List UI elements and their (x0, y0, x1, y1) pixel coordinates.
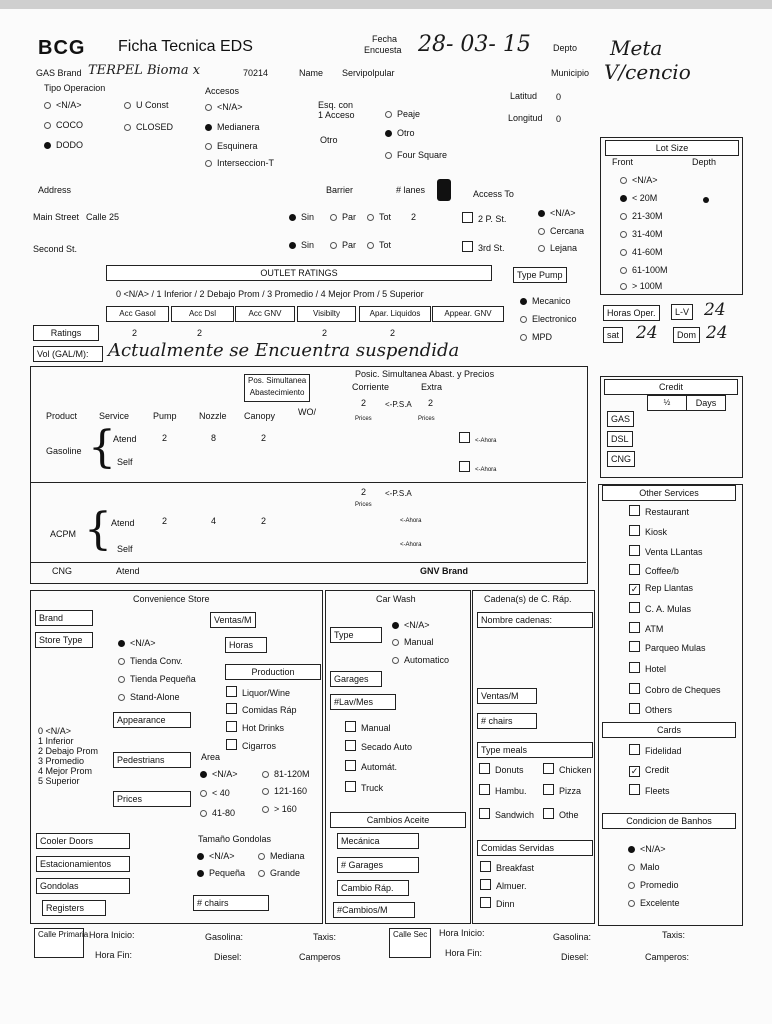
municipio-label: Municipio (551, 68, 590, 78)
bcg-logo: BCG (38, 37, 86, 59)
lv-label: L-V (671, 304, 693, 320)
cambios-m-label: #Cambios/M (333, 902, 415, 918)
area-41-80-radio[interactable]: 41-80 (200, 808, 235, 818)
cards-title: Cards (602, 722, 736, 738)
gas-nozzle-value: 8 (211, 433, 217, 443)
outlet-ratings-title: OUTLET RATINGS (106, 265, 492, 281)
acceso-four-square-radio[interactable]: Four Square (385, 150, 447, 160)
second-tot-radio[interactable]: Tot (367, 240, 391, 250)
accesos-title: Accesos (205, 86, 240, 96)
gas-ahora-checkbox[interactable]: <-Ahora (459, 432, 497, 444)
address-label: Address (38, 185, 72, 195)
col-acc-gasol: Acc Gasol (106, 306, 169, 322)
col-visibility: Visibilty (297, 306, 356, 322)
gas-brand-label: GAS Brand (36, 68, 82, 78)
cw-truck-checkbox[interactable]: Truck (345, 781, 383, 793)
col-acc-gnv: Acc GNV (235, 306, 295, 322)
dom-value: 24 (706, 323, 728, 343)
tipo-uconst-radio[interactable]: U Const (124, 100, 169, 110)
acceso-otro-radio[interactable]: Otro (385, 128, 415, 138)
barrier-label: Barrier (326, 185, 354, 195)
store-type-label: Store Type (35, 632, 93, 648)
pos-sim-line2: Abastecimiento (249, 388, 305, 397)
product-divider-2 (30, 562, 586, 563)
meal-sandwich-checkbox[interactable]: Sandwich (479, 808, 534, 820)
banos-malo-radio[interactable]: Malo (628, 862, 660, 872)
latitud-label: Latitud (510, 91, 538, 101)
cambio-rap-label: Cambio Ráp. (337, 880, 409, 896)
nozzle-header: Nozzle (199, 411, 227, 421)
rating-visibility: 2 (322, 328, 328, 338)
scale-0: 0 <N/A> (38, 726, 72, 736)
lot-31-40-radio[interactable]: 31-40M (620, 229, 663, 239)
scale-5: 5 Superior (38, 776, 80, 786)
calle-primaria-label: Calle Primaria (34, 928, 84, 958)
svc-cobro-cheques-checkbox[interactable]: Cobro de Cheques (629, 683, 721, 695)
acpm-psa-value: 2 (361, 487, 367, 497)
gas-atend-label: Atend (113, 434, 137, 444)
comida-dinn-checkbox[interactable]: Dinn (480, 897, 515, 909)
acpm-label: ACPM (50, 529, 77, 539)
meal-donuts-checkbox[interactable]: Donuts (479, 763, 524, 775)
scale-2: 2 Debajo Prom (38, 746, 99, 756)
svc-atm-checkbox[interactable]: ATM (629, 622, 663, 634)
scale-1: 1 Inferior (38, 736, 74, 746)
store-stand-alone-radio[interactable]: Stand-Alone (118, 692, 180, 702)
un-acceso-label: 1 Acceso (318, 110, 355, 120)
pos-sim-line1: Pos. Simultanea (248, 376, 307, 385)
lot-size-title: Lot Size (605, 140, 739, 156)
acpm-canopy-value: 2 (261, 516, 267, 526)
svc-rep-llantas-checkbox[interactable]: ✓ Rep Llantas (629, 583, 693, 595)
store-scale-list (38, 726, 98, 786)
svc-coffee-checkbox[interactable]: Coffee/b (629, 564, 679, 576)
acceso-na-radio[interactable]: <N/A> (205, 102, 243, 112)
tamano-gondolas-label: Tamaño Gondolas (198, 834, 272, 844)
lot-21-30-radio[interactable]: 21-30M (620, 211, 663, 221)
banos-excelente-radio[interactable]: Excelente (628, 898, 680, 908)
main-tot-radio[interactable]: Tot (367, 212, 391, 222)
third-st-checkbox[interactable]: 3rd St. (462, 241, 505, 253)
psa-label-2: <-P.S.A (385, 489, 412, 498)
vol-label: Vol (GAL/M): (33, 346, 103, 362)
prices-label-1: Prices (355, 416, 372, 422)
gnv-brand-label: GNV Brand (420, 566, 469, 576)
banos-title: Condicion de Banhos (602, 813, 736, 829)
wo-label: WO/ (298, 407, 316, 417)
acceso-medianera-radio[interactable]: Medianera (205, 122, 260, 132)
tam-grande-radio[interactable]: Grande (258, 868, 300, 878)
prod-hot-drinks-checkbox[interactable]: Hot Drinks (226, 721, 284, 733)
col-appear-gnv: Appear. GNV (432, 306, 504, 322)
mecanica-label: Mecánica (337, 833, 419, 849)
taxis-1: Taxis: (313, 932, 337, 942)
main-lanes-value: 2 (411, 212, 417, 222)
pump-header: Pump (153, 411, 177, 421)
main-par-radio[interactable]: Par (330, 212, 356, 222)
comida-breakfast-checkbox[interactable]: Breakfast (480, 861, 534, 873)
lot-100-radio[interactable]: > 100M (620, 281, 662, 291)
acceso-peaje-radio[interactable]: Peaje (385, 109, 420, 119)
longitud-label: Longitud (508, 113, 543, 123)
acpm-nozzle-value: 4 (211, 516, 217, 526)
tipo-closed-radio[interactable]: CLOSED (124, 122, 173, 132)
store-area-label: Area (201, 752, 221, 762)
store-na-radio[interactable]: <N/A> (118, 638, 156, 648)
taxis-2: Taxis: (662, 930, 686, 940)
camperos-2: Camperos: (645, 952, 690, 962)
credit-gas-row: GAS (607, 411, 634, 427)
area-160-radio[interactable]: > 160 (262, 804, 297, 814)
carwash-type-label: Type (330, 627, 382, 643)
lot-na-radio[interactable]: <N/A> (620, 175, 658, 185)
credit-title: Credit (604, 379, 738, 395)
acpm-brace: { (84, 504, 112, 555)
credit-days-col: Days (686, 395, 726, 411)
store-title: Convenience Store (133, 594, 210, 604)
pump-mecanico-radio[interactable]: Mecanico (520, 296, 571, 306)
diesel-1: Diesel: (214, 952, 242, 962)
otro-label-1: Otro (320, 135, 338, 145)
credit-cng-row: CNG (607, 451, 635, 467)
product-header: Product (46, 411, 78, 421)
cooler-doors-label: Cooler Doors (36, 833, 130, 849)
acceso-esquinera-radio[interactable]: Esquinera (205, 141, 258, 151)
comidas-servidas-label: Comidas Servidas (477, 840, 593, 856)
canopy-header: Canopy (244, 411, 276, 421)
pos-simultanea-box (244, 374, 310, 402)
fecha-label: Fecha (372, 34, 398, 44)
cadena-ventas-label: Ventas/M (477, 688, 537, 704)
tipo-operacion-title: Tipo Operacion (44, 83, 106, 93)
store-horas-label: Horas (225, 637, 267, 653)
cambios-aceite-title: Cambios Aceite (330, 812, 466, 828)
carwash-automatico-radio[interactable]: Automatico (392, 655, 449, 665)
acpm-atend-label: Atend (111, 518, 135, 528)
banos-na-radio[interactable]: <N/A> (628, 844, 666, 854)
area-121-160-radio[interactable]: 121-160 (262, 786, 307, 796)
hora-fin-2: Hora Fin: (445, 948, 483, 958)
credit-dsl-row: DSL (607, 431, 633, 447)
store-tienda-pequena-radio[interactable]: Tienda Pequeña (118, 674, 196, 684)
access-cercana-radio[interactable]: Cercana (538, 226, 584, 236)
area-40-radio[interactable]: < 40 (200, 788, 230, 798)
form-title: Ficha Tecnica EDS (118, 38, 253, 55)
access-to-label: Access To (473, 189, 514, 199)
camperos-1: Camperos (299, 952, 341, 962)
carwash-title: Car Wash (376, 594, 416, 604)
lv-value: 24 (704, 300, 726, 320)
access-lejana-radio[interactable]: Lejana (538, 243, 577, 253)
gas-pump-value: 2 (162, 433, 168, 443)
card-fleets-checkbox[interactable]: Fleets (629, 784, 670, 796)
store-production-label: Production (225, 664, 321, 680)
tipo-coco-radio[interactable]: COCO (44, 120, 83, 130)
ratings-label: Ratings (33, 325, 99, 341)
svc-others-checkbox[interactable]: Others (629, 703, 672, 715)
registers-label: Registers (42, 900, 106, 916)
store-pedestrians-label: Pedestrians (113, 752, 191, 768)
store-prices-label: Prices (113, 791, 191, 807)
gasoline-brace: { (88, 422, 116, 473)
estacionamientos-label: Estacionamientos (36, 856, 130, 872)
depto-label: Depto (553, 43, 578, 53)
store-chairs-label: # chairs (193, 895, 269, 911)
prices-label-3: Prices (355, 502, 372, 508)
rating-acc-gasol: 2 (132, 328, 138, 338)
lot-20-radio[interactable]: < 20M (620, 193, 657, 203)
meal-pizza-checkbox[interactable]: Pizza (543, 784, 581, 796)
area-na-radio[interactable]: <N/A> (200, 769, 238, 779)
area-81-120-radio[interactable]: 81-120M (262, 769, 310, 779)
psa-label-1: <-P.S.A (385, 400, 412, 409)
gas-brand-value: TERPEL Bioma x (88, 63, 201, 78)
tam-na-radio[interactable]: <N/A> (197, 851, 235, 861)
gas-self-ahora-checkbox[interactable]: <-Ahora (459, 461, 497, 473)
tam-mediana-radio[interactable]: Mediana (258, 851, 305, 861)
tam-pequena-radio[interactable]: Pequeña (197, 868, 245, 878)
gasolina-1: Gasolina: (205, 932, 244, 942)
fecha-value: 28- 03- 15 (418, 32, 531, 57)
cadena-chairs-label: # chairs (477, 713, 537, 729)
corriente-label: Corriente (352, 382, 390, 392)
pump-mpd-radio[interactable]: MPD (520, 332, 552, 342)
hora-inicio-1: Hora Inicio: (89, 930, 135, 940)
svc-venta-llantas-checkbox[interactable]: Venta LLantas (629, 545, 703, 557)
acceso-interseccion-radio[interactable]: Interseccion-T (205, 158, 274, 168)
scale-3: 3 Promedio (38, 756, 85, 766)
meal-otro-checkbox[interactable]: Othe (543, 808, 579, 820)
product-divider-1 (30, 482, 586, 483)
store-brand-label: Brand (35, 610, 93, 626)
carwash-lav-label: #Lav/Mes (330, 694, 396, 710)
encuesta-label: Encuesta (364, 45, 402, 55)
main-street-value: Calle 25 (86, 212, 120, 222)
acpm-pump-value: 2 (162, 516, 168, 526)
svc-kiosk-checkbox[interactable]: Kiosk (629, 525, 667, 537)
cadena-title: Cadena(s) de C. Ráp. (484, 594, 572, 604)
credit-half-col: ½ (647, 395, 687, 411)
meal-hambu-checkbox[interactable]: Hambu. (479, 784, 527, 796)
second-street-label: Second St. (33, 244, 78, 254)
carwash-na-radio[interactable]: <N/A> (392, 620, 430, 630)
svc-hotel-checkbox[interactable]: Hotel (629, 662, 666, 674)
municipio-value: V/cencio (604, 60, 691, 84)
gasoline-label: Gasoline (46, 446, 82, 456)
name-value: Servipolpular (342, 68, 395, 78)
station-code: 70214 (243, 68, 269, 78)
service-header: Service (99, 411, 130, 421)
scale-4: 4 Mejor Prom (38, 766, 93, 776)
type-meals-label: Type meals (477, 742, 593, 758)
carwash-garages-label: Garages (330, 671, 382, 687)
main-street-label: Main Street (33, 212, 80, 222)
other-services-title: Other Services (602, 485, 736, 501)
diesel-2: Diesel: (561, 952, 589, 962)
horas-oper-label: Horas Oper. (603, 305, 660, 321)
name-label: Name (299, 68, 324, 78)
sat-label: sat (603, 327, 623, 343)
second-sin-radio[interactable]: Sin (289, 240, 314, 250)
lot-depth-label: Depth (692, 157, 717, 167)
rating-apar-liquidos: 2 (390, 328, 396, 338)
meal-chicken-checkbox[interactable]: Chicken (543, 763, 592, 775)
calle-sec-label: Calle Sec (389, 928, 431, 958)
banos-promedio-radio[interactable]: Promedio (628, 880, 679, 890)
lot-61-100-radio[interactable]: 61-100M (620, 265, 668, 275)
acpm-ahora-1: <-Ahora (400, 518, 422, 524)
col-acc-dsl: Acc Dsl (171, 306, 234, 322)
prices-label-2: Prices (418, 416, 435, 422)
vol-value: Actualmente se Encuentra suspendida (108, 340, 460, 361)
cw-secado-checkbox[interactable]: Secado Auto (345, 740, 412, 752)
cw-automat-checkbox[interactable]: Automát. (345, 760, 397, 772)
traffic-light-icon (437, 179, 451, 201)
main-sin-radio[interactable]: Sin (289, 212, 314, 222)
tipo-na-radio[interactable]: <N/A> (44, 100, 82, 110)
num-garages-label: # Garages (337, 857, 419, 873)
store-tienda-conv-radio[interactable]: Tienda Conv. (118, 656, 183, 666)
corriente-value: 2 (361, 398, 367, 408)
prod-comidas-checkbox[interactable]: Comidas Ráp (226, 703, 297, 715)
prod-cigarros-checkbox[interactable]: Cigarros (226, 739, 276, 751)
lot-front-label: Front (612, 157, 634, 167)
pump-electronico-radio[interactable]: Electronico (520, 314, 577, 324)
gas-canopy-value: 2 (261, 433, 267, 443)
dom-label: Dom (673, 327, 700, 343)
cw-manual-checkbox[interactable]: Manual (345, 721, 391, 733)
svc-restaurant-checkbox[interactable]: Restaurant (629, 505, 689, 517)
extra-value: 2 (428, 398, 434, 408)
rating-acc-dsl: 2 (197, 328, 203, 338)
cng-atend-label: Atend (116, 566, 140, 576)
top-scan-bar (0, 0, 772, 9)
depto-value: Meta (610, 36, 663, 60)
carwash-manual-radio[interactable]: Manual (392, 637, 434, 647)
svc-parqueo-mulas-checkbox[interactable]: Parqueo Mulas (629, 641, 706, 653)
type-pump-label: Type Pump (513, 267, 567, 283)
gondolas-label: Gondolas (36, 878, 130, 894)
extra-label: Extra (421, 382, 443, 392)
acpm-self-label: Self (117, 544, 133, 554)
lanes-label: # lanes (396, 185, 426, 195)
nombre-cadenas-label: Nombre cadenas: (477, 612, 593, 628)
store-appearance-label: Appearance (113, 712, 191, 728)
tipo-dodo-radio[interactable]: DODO (44, 140, 83, 150)
esq-con-label: Esq. con (318, 100, 354, 110)
ratings-scale: 0 <N/A> / 1 Inferior / 2 Debajo Prom / 3 Promedio / 4 Mejor Prom / 5 Superior (116, 289, 424, 299)
prod-liquor-checkbox[interactable]: Liquor/Wine (226, 686, 290, 698)
latitud-value: 0 (556, 92, 562, 102)
svc-ca-mulas-checkbox[interactable]: C. A. Mulas (629, 602, 691, 614)
access-na-radio[interactable]: <N/A> (538, 208, 576, 218)
card-fidelidad-checkbox[interactable]: Fidelidad (629, 744, 682, 756)
lot-41-60-radio[interactable]: 41-60M (620, 247, 663, 257)
hora-fin-1: Hora Fin: (95, 950, 133, 960)
store-ventas-label: Ventas/M (210, 612, 256, 628)
hora-inicio-2: Hora Inicio: (439, 928, 485, 938)
col-apar-liquidos: Apar. Liquidos (359, 306, 431, 322)
comida-almuer-checkbox[interactable]: Almuer. (480, 879, 527, 891)
card-credit-checkbox[interactable]: ✓ Credit (629, 765, 669, 777)
acpm-ahora-2: <-Ahora (400, 542, 422, 548)
posic-title: Posic. Simultanea Abast. y Precios (355, 369, 495, 379)
sat-value: 24 (636, 323, 658, 343)
gasolina-2: Gasolina: (553, 932, 592, 942)
depth-selected-dot (703, 197, 709, 203)
cng-label: CNG (52, 566, 72, 576)
longitud-value: 0 (556, 114, 562, 124)
two-p-st-checkbox[interactable]: 2 P. St. (462, 212, 506, 224)
second-par-radio[interactable]: Par (330, 240, 356, 250)
gas-self-label: Self (117, 457, 133, 467)
